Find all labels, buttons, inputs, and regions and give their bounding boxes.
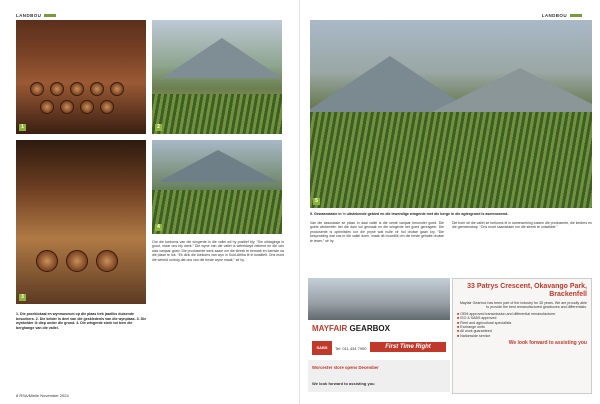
barrel-graphic bbox=[60, 100, 74, 114]
section-tag-bar bbox=[44, 14, 56, 17]
photo-number: 3 bbox=[19, 294, 26, 301]
article-body-left: Oor die toekoms van die wingerde in die vallei wil hy positief bly. “Die uitdagings is groot, maar ons bly werk.” Die wyne van die vallei is wêreldwyd bekend en die oes was vanjaar goed. Die produsente werk saam om die streek te bemark en toeriste na die plase te lok. “Ek dink die toekoms van wyn in Suid-Afrika lê in kwaliteit. Ons moet die wêreld oortuig dat ons van die beste wyne maak,” sê hy. bbox=[152, 240, 284, 262]
photo-cellar-interior bbox=[14, 138, 148, 306]
section-tag-right-label: LANDBOU bbox=[541, 13, 567, 18]
barrel-graphic bbox=[96, 250, 118, 272]
photo-vineyard-panorama bbox=[308, 18, 594, 210]
vineyard-rows bbox=[152, 94, 282, 134]
article-body-right-col1: Van die assosiasie se plase in daai vallei is die oeste vanjaar besonder goed. Die goeie winterreën het die dam vol gemaak en die wingerde het goed gereageer. Die produsente is optimisties oor die pryse wat hulle vir hul druiwe gaan kry. “Die besproeiing wat ons in die vallei doen, maak dit moontlik om die beste gehalte druiwe te lewer,” sê hy. bbox=[310, 221, 444, 243]
first-time-right-banner: First Time Right bbox=[370, 342, 446, 352]
mountain-graphic bbox=[158, 150, 278, 182]
advert-feature-list bbox=[453, 312, 591, 338]
brand-name-part2: GEARBOX bbox=[349, 324, 390, 333]
barrel-graphic bbox=[80, 100, 94, 114]
brand-name-part1: MAYFAIR bbox=[312, 324, 348, 333]
barrel-graphic bbox=[50, 82, 64, 96]
advert-phone: Tel: 011 434 7900 bbox=[335, 345, 367, 351]
photo-wine-cellar bbox=[14, 18, 148, 136]
barrel-graphic bbox=[100, 100, 114, 114]
article-body-right-col2: Die boer sê die vallei se toekoms lê in samewerking tussen die produsente, die kelders en die gemeenskap. “Ons moet saamstaan om die streek te ontwikkel.” bbox=[452, 221, 592, 230]
photo-vineyard-valley bbox=[150, 138, 284, 236]
list-item: ■ ISO & SABS approved bbox=[457, 316, 587, 320]
photo-farmstead bbox=[150, 18, 284, 136]
page-folio: 8 RSA/Mieliе November 2024 bbox=[16, 393, 69, 398]
photo-number: 2 bbox=[155, 124, 162, 131]
photo-number: 4 bbox=[155, 224, 162, 231]
vineyard-rows bbox=[152, 190, 282, 234]
photo-number: 1 bbox=[19, 124, 26, 131]
advert-brand bbox=[308, 322, 450, 336]
list-item: ■ OEM approved transmission and differential remanufacturer bbox=[457, 312, 587, 316]
barrel-graphic bbox=[40, 100, 54, 114]
advert-mayfair-gearbox bbox=[308, 278, 450, 394]
advert-photo-storefront bbox=[308, 278, 450, 320]
advert-footer-tagline: We look forward to assisting you bbox=[308, 378, 450, 392]
advert-address-block bbox=[452, 278, 592, 394]
sabs-logo: SABS bbox=[312, 341, 332, 355]
barrel-graphic bbox=[110, 82, 124, 96]
list-item: ■ All work guaranteed bbox=[457, 329, 587, 333]
mountain-graphic bbox=[162, 38, 282, 78]
photo-caption-right: 5. Gewasrotasie in 'n uitstekende gebied en die lewendige wingerde met die berge in die agtergrond is asemrowend. bbox=[310, 212, 509, 216]
mountain-graphic bbox=[420, 68, 594, 118]
photo-caption-left: 1. Die proeklokaal en wynmuseum op die plaas trek jaarliks duisende besoekers. 2. Die kelder is deel van die geskiedenis van die wynplaas. 3. Die wynkelder lê diep onder die grond. 4. Die wingerde strek tot teen die berghange van die vallei. bbox=[16, 312, 147, 330]
right-page bbox=[300, 0, 600, 404]
list-item: ■ Exchange units bbox=[457, 325, 587, 329]
barrel-graphic bbox=[66, 250, 88, 272]
advert-store-notice: Worcester store opens December bbox=[308, 360, 450, 378]
advert-description: Mayfair Gearbox has been part of the industry for 35 years. We are proudly able to provide the best remanufactured gearboxes and differentials. bbox=[459, 301, 587, 310]
section-tag-left-label: LANDBOU bbox=[16, 13, 42, 18]
section-tag-bar bbox=[570, 14, 582, 17]
barrel-graphic bbox=[30, 82, 44, 96]
barrel-graphic bbox=[36, 250, 58, 272]
photo-number: 5 bbox=[313, 198, 320, 205]
barrel-graphic bbox=[90, 82, 104, 96]
vineyard-rows bbox=[310, 112, 592, 208]
list-item: ■ Fleet and agricultural specialists bbox=[457, 321, 587, 325]
barrel-graphic bbox=[70, 82, 84, 96]
list-item: ■ Nationwide service bbox=[457, 334, 587, 338]
advert-slogan: We look forward to assisting you bbox=[508, 340, 587, 347]
advert-address-title: 33 Patrys Crescent, Okavango Park, Brackenfell bbox=[467, 283, 587, 298]
